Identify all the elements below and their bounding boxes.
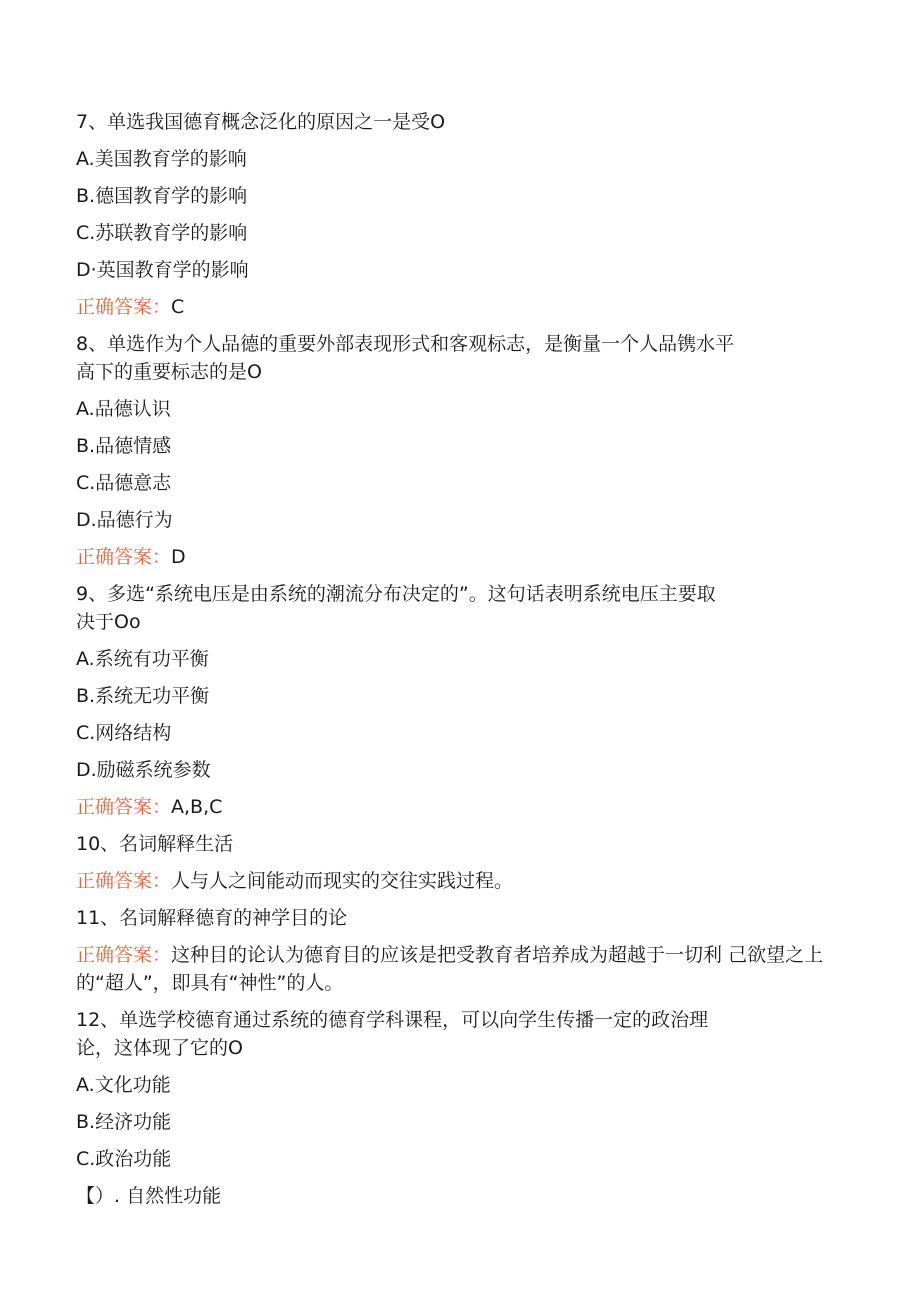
question-9-option-c: C.网络结构 [76, 722, 172, 744]
question-10-answer [76, 867, 836, 895]
answer-label: 正确答案： [76, 296, 172, 318]
answer-label: 正确答案： [76, 546, 172, 568]
question-12-option-c: C.政治功能 [76, 1148, 172, 1170]
question-9-stem-line-1: 9、多选“系统电压是由系统的潮流分布决定的”。这句话表明系统电压主要取 [76, 583, 716, 605]
question-9-answer [76, 793, 836, 821]
answer-value-line-2: 己欲望之上的“超人”，即具有“神性”的人。 [76, 944, 824, 994]
answer-value: C [171, 296, 185, 318]
question-9-stem-line-2: 决于Oo [76, 611, 141, 633]
question-11-stem: 11、名词解释德育的神学目的论 [76, 907, 348, 929]
question-7-answer [76, 293, 836, 321]
answer-value: 人与人之间能动而现实的交往实践过程。 [171, 870, 514, 892]
question-7-stem: 7、单选我国德育概念泛化的原因之一是受O [76, 111, 446, 133]
question-list [76, 108, 836, 1210]
question-12-stem-line-1: 12、单选学校德育通过系统的德育学科课程，可以向学生传播一定的政治理 [76, 1009, 709, 1031]
question-9-option-a: A.系统有功平衡 [76, 648, 209, 670]
question-9-option-d: D.励磁系统参数 [76, 759, 211, 781]
answer-value: A,B,C [171, 796, 223, 818]
question-8-stem-line-1: 8、单选作为个人品德的重要外部表现形式和客观标志，是衡量一个人品镌水平 [76, 333, 735, 355]
question-8-stem [76, 330, 836, 386]
question-7-option-a: A.美国教育学的影响 [76, 148, 247, 170]
question-12-stem [76, 1006, 836, 1062]
question-8-option-a: A.品德认识 [76, 398, 171, 420]
question-8-stem-line-2: 高下的重要标志的是O [76, 361, 262, 383]
question-9-stem [76, 580, 836, 636]
question-12-option-a: A.文化功能 [76, 1074, 171, 1096]
question-10-stem: 10、名词解释生活 [76, 833, 234, 855]
answer-label: 正确答案： [76, 944, 172, 966]
answer-label: 正确答案： [76, 796, 172, 818]
answer-label: 正确答案： [76, 870, 172, 892]
question-12-option-b: B.经济功能 [76, 1111, 172, 1133]
question-7-option-c: C.苏联教育学的影响 [76, 222, 248, 244]
question-8-option-d: D.品德行为 [76, 509, 173, 531]
question-7-option-d: D·英国教育学的影响 [76, 259, 249, 281]
question-8-answer [76, 543, 836, 571]
question-11-answer [76, 941, 836, 997]
question-9-option-b: B.系统无功平衡 [76, 685, 210, 707]
answer-value-line-1: 这种目的论认为德育目的应该是把受教育者培养成为超越于一切利 [171, 944, 723, 966]
question-12-option-d: 【）. 自然性功能 [76, 1185, 222, 1207]
question-8-option-b: B.品德情感 [76, 435, 172, 457]
question-8-option-c: C.品德意志 [76, 472, 172, 494]
question-7-option-b: B.德国教育学的影响 [76, 185, 248, 207]
question-12-stem-line-2: 论，这体现了它的O [76, 1037, 243, 1059]
answer-value: D [171, 546, 186, 568]
